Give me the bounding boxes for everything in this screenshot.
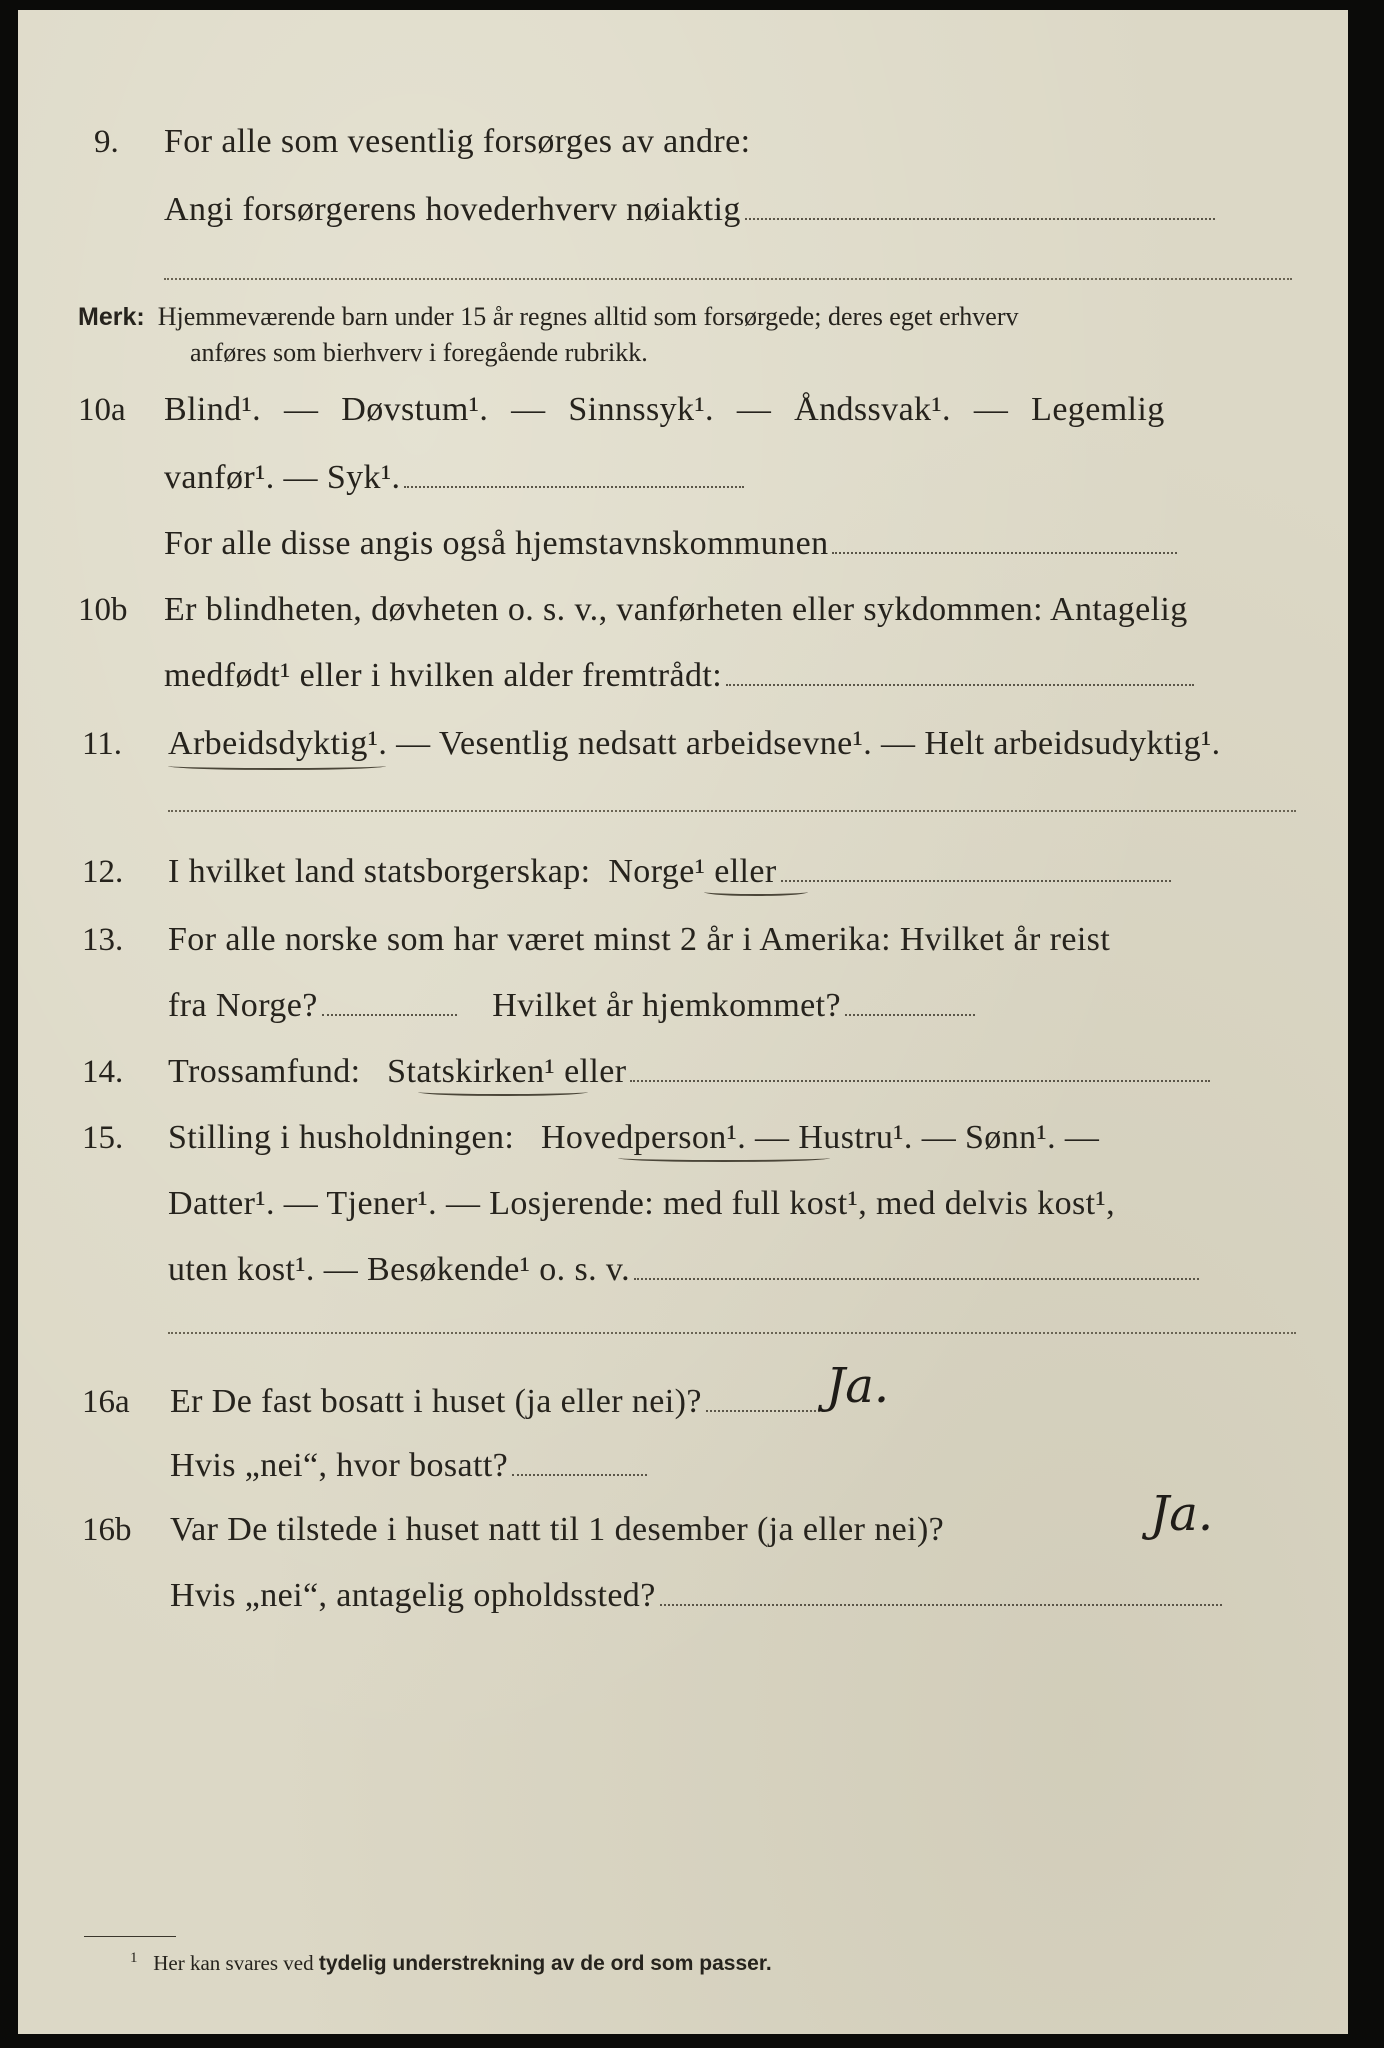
q15-line1: Stilling i husholdningen: Hovedperson¹. — Hustru¹. — Sønn¹. — <box>168 1119 1100 1156</box>
merk-note-line2: anføres som bierhverv i foregående rubrikk. <box>190 338 648 367</box>
q14-underline-statskirken <box>418 1088 588 1096</box>
q13-line2: fra Norge? Hvilket år hjemkommet? <box>168 986 975 1026</box>
q11-underline-arbeidsdyktig <box>168 762 386 770</box>
q15-underline-hovedperson <box>618 1154 830 1162</box>
q16b-line2: Hvis „nei“, antagelig opholdssted? <box>170 1576 1222 1616</box>
q15-line3: uten kost¹. — Besøkende¹ o. s. v. <box>168 1250 1199 1290</box>
q11-line1: Arbeidsdyktig¹. — Vesentlig nedsatt arbeidsevne¹. — Helt arbeidsudyktig¹. <box>168 725 1221 762</box>
footnote: $^1$ Her kan svares ved tydelig understrekning av de ord som passer. <box>130 1950 772 1975</box>
q9-number: 9. <box>94 124 119 160</box>
q11-number: 11. <box>82 726 123 762</box>
q10a-number: 10a <box>78 392 126 428</box>
q16a-handwritten-answer[interactable]: Ja. <box>826 1358 890 1414</box>
q16a-number: 16a <box>82 1384 130 1420</box>
q16b-line1: Var De tilstede i huset natt til 1 desember (ja eller nei)? <box>170 1511 945 1548</box>
q15-answer-line[interactable] <box>168 1332 1296 1334</box>
q10b-line2: medfødt¹ eller i hvilken alder fremtrådt: <box>164 656 1194 696</box>
q16b-handwritten-answer[interactable]: Ja. <box>1150 1486 1214 1542</box>
q9-answer-line[interactable] <box>164 278 1292 280</box>
q13-line1: For alle norske som har været minst 2 år i Amerika: Hvilket år reist <box>168 921 1111 958</box>
q12-line1: I hvilket land statsborgerskap: Norge¹ eller <box>168 852 1171 892</box>
q16b-number: 16b <box>82 1512 132 1548</box>
census-form-page <box>18 10 1348 2034</box>
q10a-line2: vanfør¹. — Syk¹. <box>164 458 744 498</box>
footnote-rule <box>84 1936 176 1937</box>
q12-underline-norge <box>704 888 808 896</box>
q15-number: 15. <box>82 1120 124 1156</box>
q10a-line3: For alle disse angis også hjemstavnskommunen <box>164 524 1177 564</box>
q10a-line1: Blind¹. — Døvstum¹. — Sinnssyk¹. — Åndssvak¹. — Legemlig <box>164 391 1165 428</box>
q13-number: 13. <box>82 922 124 958</box>
q10b-line1: Er blindheten, døvheten o. s. v., vanførheten eller sykdommen: Antagelig <box>164 591 1188 628</box>
q14-number: 14. <box>82 1054 124 1090</box>
q16a-line1: Er De fast bosatt i huset (ja eller nei)? <box>170 1382 824 1422</box>
q16a-line2: Hvis „nei“, hvor bosatt? <box>170 1446 647 1486</box>
q10b-number: 10b <box>78 592 128 628</box>
q9-line1: For alle som vesentlig forsørges av andre: <box>164 123 751 160</box>
q15-line2: Datter¹. — Tjener¹. — Losjerende: med full kost¹, med delvis kost¹, <box>168 1185 1115 1222</box>
q9-line2: Angi forsørgerens hovederhverv nøiaktig <box>164 190 1215 230</box>
q11-answer-line[interactable] <box>168 810 1296 812</box>
merk-note-line1: Merk: Hjemmeværende barn under 15 år regnes alltid som forsørgede; deres eget erhverv <box>78 302 1019 331</box>
q14-line1: Trossamfund: Statskirken¹ eller <box>168 1052 1210 1092</box>
q12-number: 12. <box>82 854 124 890</box>
